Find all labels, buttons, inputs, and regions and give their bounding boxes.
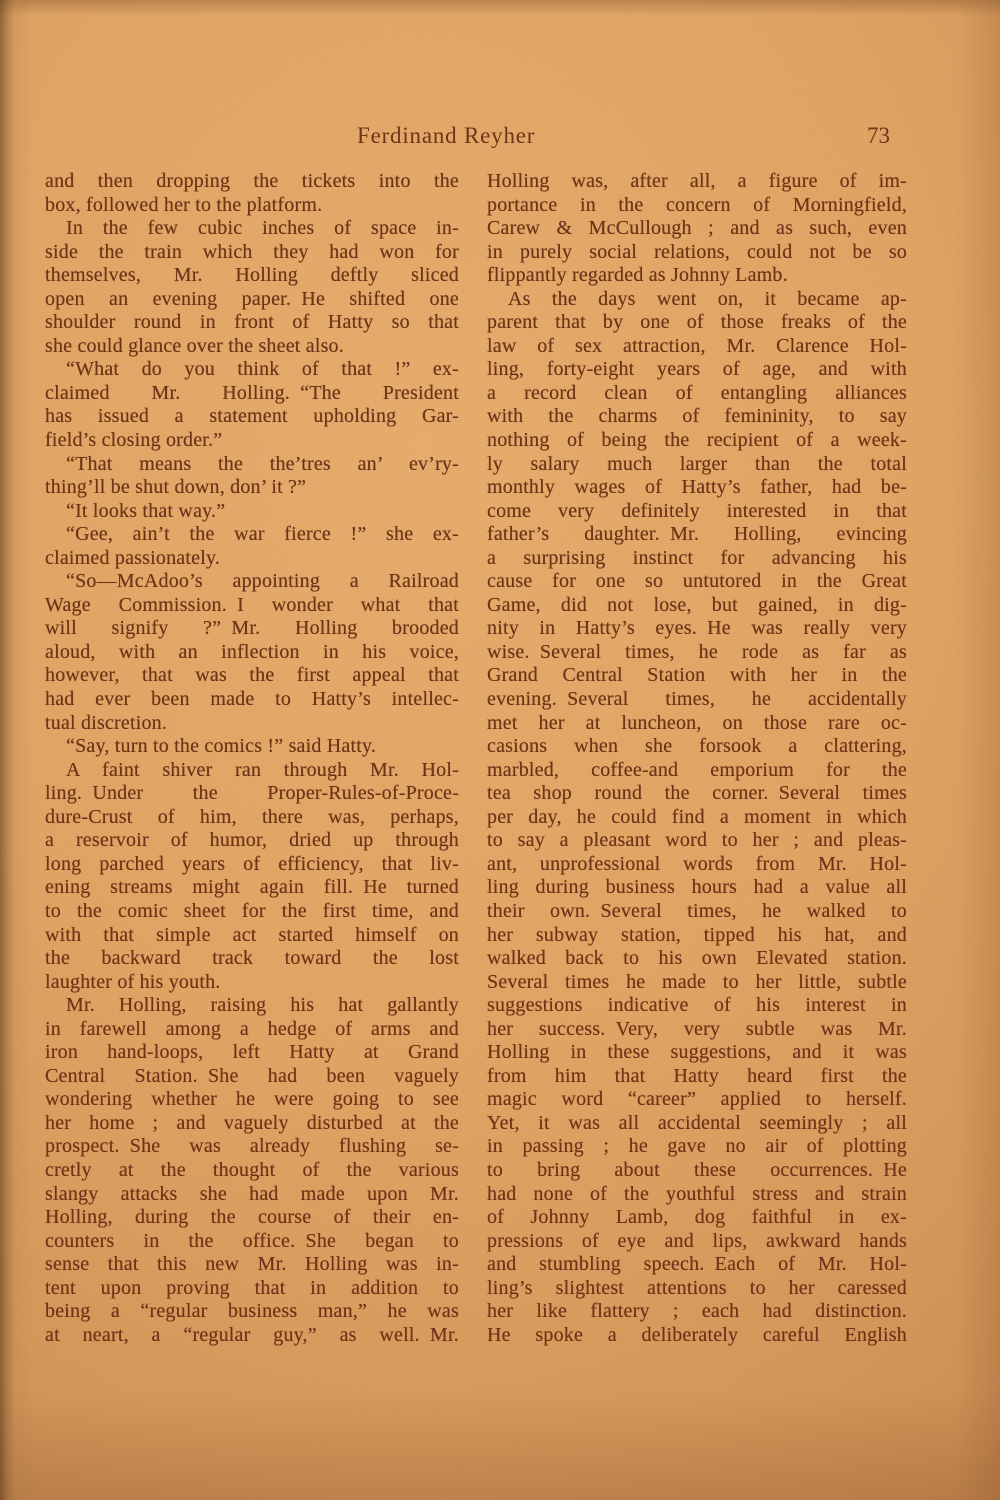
text-line: prospect. She was already flushing se- xyxy=(45,1135,459,1158)
text-line: father’s daughter. Mr. Holling, evincing xyxy=(487,523,907,546)
text-line: portance in the concern of Morningfield, xyxy=(487,193,907,216)
text-line: long parched years of efficiency, that liv- xyxy=(45,852,459,875)
text-line: Holling was, after all, a figure of im- xyxy=(487,170,907,192)
text-line: in purely social relations, could not be so xyxy=(487,240,907,263)
text-line: Yet, it was all accidental seemingly ; all xyxy=(487,1111,907,1134)
text-line: cretly at the thought of the various xyxy=(45,1158,459,1181)
text-line: ling’s slightest attentions to her caressed xyxy=(487,1276,907,1299)
text-line: ling, forty-eight years of age, and with xyxy=(487,358,907,381)
text-line: in farewell among a hedge of arms and xyxy=(45,1017,459,1040)
text-line: walked back to his own Elevated station. xyxy=(487,947,907,970)
text-line: her success. Very, very subtle was Mr. xyxy=(487,1017,907,1040)
running-header xyxy=(0,123,1000,157)
text-line: “Gee, ain’t the war fierce !” she ex- xyxy=(66,523,459,546)
text-line: their own. Several times, he walked to xyxy=(487,899,907,922)
text-line: her like flattery ; each had distinction. xyxy=(487,1300,907,1323)
text-line: wise. Several times, he rode as far as xyxy=(487,640,907,663)
text-line: a record clean of entangling alliances xyxy=(487,381,907,404)
text-line: In the few cubic inches of space in- xyxy=(66,217,459,240)
text-line: cause for one so untutored in the Great xyxy=(487,570,907,593)
text-line: Central Station. She had been vaguely xyxy=(45,1064,459,1087)
text-line: of Johnny Lamb, dog faithful in ex- xyxy=(487,1206,907,1229)
text-line: her home ; and vaguely disturbed at the xyxy=(45,1111,459,1134)
text-line: slangy attacks she had made upon Mr. xyxy=(45,1182,459,1205)
text-line: will signify ?” Mr. Holling brooded xyxy=(45,617,459,640)
text-line: to bring about these occurrences. He xyxy=(487,1158,907,1181)
text-line: her subway station, tipped his hat, and xyxy=(487,923,907,946)
text-line: ling. Under the Proper-Rules-of-Proce- xyxy=(45,782,459,805)
text-line: Holling in these suggestions, and it was xyxy=(487,1041,907,1064)
text-line: in passing ; he gave no air of plotting xyxy=(487,1135,907,1158)
text-line: Grand Central Station with her in the xyxy=(487,664,907,687)
text-line: tea shop round the corner. Several times xyxy=(487,782,907,805)
text-line: “That means the the’tres an’ ev’ry- xyxy=(66,452,459,475)
running-title: Ferdinand Reyher xyxy=(357,123,536,148)
text-line: aloud, with an inflection in his voice, xyxy=(45,640,459,663)
text-line: tual discretion. xyxy=(45,711,168,734)
text-line: to say a pleasant word to her ; and pleas- xyxy=(487,829,907,852)
text-line: counters in the office. She began to xyxy=(45,1229,459,1252)
text-line: ant, unprofessional words from Mr. Hol- xyxy=(487,852,907,875)
text-line: “It looks that way.” xyxy=(66,499,226,522)
text-line: with the charms of femininity, to say xyxy=(487,405,907,428)
text-line: had ever been made to Hatty’s intellec- xyxy=(45,688,459,711)
text-line: to the comic sheet for the first time, and xyxy=(45,899,459,922)
text-line: Holling, during the course of their en- xyxy=(45,1206,459,1229)
text-line: however, that was the first appeal that xyxy=(45,664,459,687)
text-line: field’s closing order.” xyxy=(45,429,223,452)
text-line: met her at luncheon, on those rare oc- xyxy=(487,711,907,734)
text-line: He spoke a deliberately careful English xyxy=(487,1323,907,1346)
text-line: ling during business hours had a value all xyxy=(487,876,907,899)
text-line: Game, did not lose, but gained, in dig- xyxy=(487,593,907,616)
text-line: box, followed her to the platform. xyxy=(45,193,323,216)
text-line: flippantly regarded as Johnny Lamb. xyxy=(487,264,788,287)
text-line: come very definitely interested in that xyxy=(487,499,907,522)
text-line: laughter of his youth. xyxy=(45,970,221,993)
text-line: dure-Crust of him, there was, perhaps, xyxy=(45,805,459,828)
text-line: open an evening paper. He shifted one xyxy=(45,287,459,310)
text-line: being a “regular business man,” he was xyxy=(45,1300,459,1323)
text-line: thing’ll be shut down, don’ it ?” xyxy=(45,476,307,499)
text-line: magic word “career” applied to herself. xyxy=(487,1088,907,1111)
text-line: shoulder round in front of Hatty so that xyxy=(45,311,459,334)
text-line: she could glance over the sheet also. xyxy=(45,334,344,357)
text-line: parent that by one of those freaks of the xyxy=(487,311,907,334)
text-line: pressions of eye and lips, awkward hands xyxy=(487,1229,907,1252)
text-line: side the train which they had won for xyxy=(45,240,459,263)
text-line: a reservoir of humor, dried up through xyxy=(45,829,459,852)
text-line: iron hand-loops, left Hatty at Grand xyxy=(45,1041,459,1064)
text-line: claimed Mr. Holling. “The President xyxy=(45,381,459,404)
text-line: Carew & McCullough ; and as such, even xyxy=(487,217,907,240)
text-line: themselves, Mr. Holling deftly sliced xyxy=(45,264,459,287)
text-line: monthly wages of Hatty’s father, had be- xyxy=(487,476,907,499)
text-line: Several times he made to her little, subtle xyxy=(487,970,907,993)
text-line: the backward track toward the lost xyxy=(45,947,459,970)
text-line: As the days went on, it became ap- xyxy=(508,287,907,310)
text-line: “What do you think of that !” ex- xyxy=(66,358,459,381)
text-line: Wage Commission. I wonder what that xyxy=(45,593,459,616)
text-line: marbled, coffee-and emporium for the xyxy=(487,758,907,781)
text-line: ening streams might again fill. He turned xyxy=(45,876,459,899)
text-line: nity in Hatty’s eyes. He was really very xyxy=(487,617,907,640)
text-line: A faint shiver ran through Mr. Hol- xyxy=(66,758,459,781)
text-line: and then dropping the tickets into the xyxy=(45,170,459,192)
text-line: and stumbling speech. Each of Mr. Hol- xyxy=(487,1253,907,1276)
text-line: sense that this new Mr. Holling was in- xyxy=(45,1253,459,1276)
left-column xyxy=(45,170,459,1347)
text-line: ly salary much larger than the total xyxy=(487,452,907,475)
text-line: “So—McAdoo’s appointing a Railroad xyxy=(66,570,459,593)
text-line: Mr. Holling, raising his hat gallantly xyxy=(66,994,459,1017)
text-line: claimed passionately. xyxy=(45,546,221,569)
text-line: casions when she forsook a clattering, xyxy=(487,735,907,758)
text-line: law of sex attraction, Mr. Clarence Hol- xyxy=(487,334,907,357)
text-line: with that simple act started himself on xyxy=(45,923,459,946)
text-line: evening. Several times, he accidentally xyxy=(487,688,907,711)
text-line: at neart, a “regular guy,” as well. Mr. xyxy=(45,1323,459,1346)
text-line: suggestions indicative of his interest in xyxy=(487,994,907,1017)
text-line: wondering whether he were going to see xyxy=(45,1088,459,1111)
text-line: had none of the youthful stress and strain xyxy=(487,1182,907,1205)
text-line: from him that Hatty heard first the xyxy=(487,1064,907,1087)
text-line: tent upon proving that in addition to xyxy=(45,1276,459,1299)
text-line: per day, he could find a moment in which xyxy=(487,805,907,828)
page-number: 73 xyxy=(867,123,890,148)
text-line: “Say, turn to the comics !” said Hatty. xyxy=(66,735,377,758)
text-line: nothing of being the recipient of a week- xyxy=(487,429,907,452)
right-column xyxy=(487,170,907,1347)
text-line: has issued a statement upholding Gar- xyxy=(45,405,459,428)
text-line: a surprising instinct for advancing his xyxy=(487,546,907,569)
